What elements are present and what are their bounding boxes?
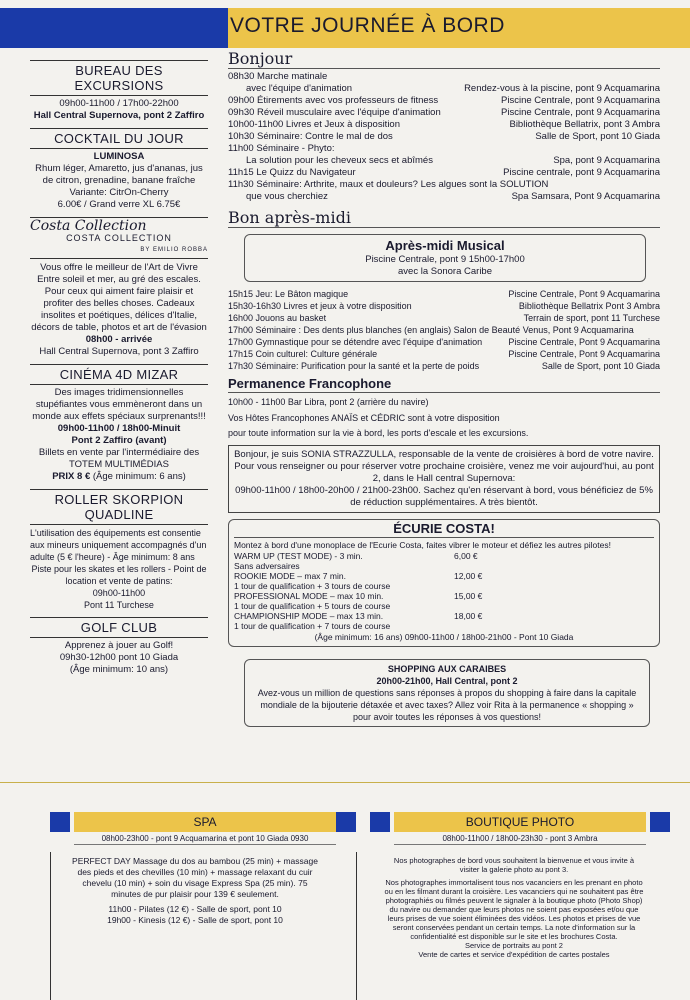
apres-item-location: Piscine Centrale, Pont 9 Acquamarina: [508, 289, 660, 299]
apres-item: [228, 360, 660, 372]
photo-blue-square: [370, 812, 390, 832]
golf-desc: Apprenez à jouer au Golf!: [64, 640, 174, 651]
costa-desc: Vous offre le meilleur de l'Art de Vivre Entre soleil et mer, au gré des escales. Pour ceux qui aiment faire plaisir et profiter des belles choses. Cadeaux insolites et poétiques, délices d'Italie, décors de table, photos et art de l'évasion: [31, 262, 207, 333]
cinema-tickets: Billets en vente par l'intermédiaire des TOTEM MULTIMÉDIAS: [38, 447, 200, 470]
cinema-age: (Âge minimum: 6 ans): [92, 471, 186, 482]
ecurie-mode-price: 18,00 €: [454, 611, 483, 621]
apres-item-activity: 17h30 Séminaire: Purification pour la santé et la perte de poids: [228, 361, 480, 371]
photo-title: BOUTIQUE PHOTO: [394, 812, 646, 832]
spa-blue-square: [50, 812, 70, 832]
bonjour-item: [228, 119, 660, 131]
apres-item: [228, 348, 660, 360]
header-blue-band: [0, 8, 228, 48]
photo-desc2: Nos photographes immortalisent tous nos vacanciers en les prenant en photo ou en les filmant durant la croisière. Les vacanciers qui ne souhaitent pas être photographiés ou filmés peuvent le signaler à la boutique photo (Photo Shop) du navire ou demander que leurs photos ne soient pas exposées et/ou que leurs prises de vue soient éliminées des vidéos. Les photos et prises de vue seront conservées pendant un certain temps. La note d'information sur la confidentialité est disponible sur le site et les brochures Costa.: [384, 878, 644, 941]
sonia-box: [228, 445, 660, 513]
francophone-heading: Permanence Francophone: [228, 376, 660, 393]
spa-line2: 19h00 - Kinesis (12 €) - Salle de sport, pont 10: [107, 915, 283, 925]
shopping-box: [244, 659, 650, 727]
section-divider: [0, 782, 690, 783]
bonjour-item-location: Bibliothèque Bellatrix, pont 3 Ambra: [509, 119, 660, 130]
page-title: VOTRE JOURNÉE À BORD: [230, 14, 505, 37]
bonjour-list: [228, 71, 660, 203]
bonjour-item-activity: que vous cherchiez: [246, 191, 328, 202]
spa-desc: PERFECT DAY Massage du dos au bambou (25 min) + massage des pieds et des chevilles (10 min) + massage relaxant du cuir chevelu (10 min) + soin du visage Express Spa (25 min). 75 minutes de pur plaisir pour 139 € seulement.: [72, 856, 318, 899]
bonjour-item-activity: 09h00 Étirements avec vos professeurs de fitness: [228, 95, 439, 106]
cocktail-title: COCKTAIL DU JOUR: [30, 128, 208, 149]
apres-item-location: Piscine Centrale, Pont 9 Acquamarina: [508, 337, 660, 347]
bonjour-item-activity: 10h00-11h00 Livres et Jeux à disposition: [228, 119, 400, 130]
ecurie-mode-detail: 1 tour de qualification + 7 tours de course: [234, 621, 391, 631]
apres-item-activity: 15h15 Jeu: Le Bâton magique: [228, 289, 349, 299]
costa-collection-logo-text: COSTA COLLECTION: [66, 233, 172, 243]
photo-blue-square-right: [650, 812, 670, 832]
golf-hours: 09h30-12h00 pont 10 Giada: [59, 652, 179, 663]
ecurie-mode-price: 12,00 €: [454, 571, 483, 581]
ecurie-mode-price: 15,00 €: [454, 591, 483, 601]
bonjour-item: [228, 179, 660, 191]
bonjour-item-activity: 11h15 Le Quizz du Navigateur: [228, 167, 356, 178]
ecurie-mode: [234, 591, 454, 611]
shopping-hours: 20h00-21h00, Hall Central, pont 2: [376, 676, 518, 686]
spa-title: SPA: [74, 812, 336, 832]
apres-list: [228, 288, 660, 372]
costa-hours: 08h00 - arrivée: [85, 334, 153, 345]
spa-line1: 11h00 - Pilates (12 €) - Salle de sport, pont 10: [108, 904, 282, 914]
roller-desc: L'utilisation des équipements est consentie aux mineurs uniquement accompagnés d'un adulte (5 € l'heure) - Âge minimum: 8 ans: [30, 528, 207, 562]
ecurie-mode-name: WARM UP (TEST MODE) - 3 min.: [234, 551, 363, 561]
spa-blue-square-right: [336, 812, 356, 832]
apres-item: [228, 312, 660, 324]
bonjour-item-activity: avec l'équipe d'animation: [246, 83, 353, 94]
ecurie-mode: [234, 551, 454, 571]
photo-sub: 08h00-11h00 / 18h00-23h30 - pont 3 Ambra: [394, 834, 646, 845]
bonjour-item-location: Salle de Sport, pont 10 Giada: [535, 131, 660, 142]
apres-item-location: Piscine Centrale, Pont 9 Acquamarina: [508, 349, 660, 359]
musical-line1: Piscine Centrale, pont 9 15h00-17h00: [365, 254, 525, 265]
bonjour-item-activity: 11h00 Séminaire - Phyto:: [228, 143, 335, 154]
bonjour-item-activity: 10h30 Séminaire: Contre le mal de dos: [228, 131, 393, 142]
bonjour-heading: Bonjour: [228, 50, 660, 69]
bonjour-item-location: Piscine Centrale, pont 9 Acquamarina: [501, 107, 660, 118]
apres-item-location: Terrain de sport, pont 11 Turchese: [523, 313, 660, 323]
bonjour-item: [228, 83, 660, 95]
cinema-section: [30, 364, 208, 483]
bonjour-item-location: Spa, pont 9 Acquamarina: [553, 155, 660, 166]
bonjour-item: [228, 191, 660, 203]
cinema-title: CINÉMA 4D MIZAR: [30, 364, 208, 385]
main-program: [228, 50, 660, 727]
ecurie-box: [228, 519, 660, 647]
apres-item-location: Bibliothèque Bellatrix Pont 3 Ambra: [518, 301, 660, 311]
spa-left-rule: [50, 852, 51, 1000]
sonia-text1: Bonjour, je suis SONIA STRAZZULLA, responsable de la vente de croisières à bord de votre navire. Pour vous renseigner ou pour réserver votre prochaine croisière, venez me voir aujourd'hui, au pont 2, dans le Hall central Supernova:: [234, 449, 654, 484]
ecurie-mode-name: ROOKIE MODE – max 7 min.: [234, 571, 346, 581]
cocktail-price: 6.00€ / Grand verre XL 6.75€: [57, 199, 181, 210]
francophone-line1: 10h00 - 11h00 Bar Libra, pont 2 (arrière du navire): [228, 397, 429, 407]
bonjour-item: [228, 71, 660, 83]
golf-section: [30, 617, 208, 676]
musical-title: Après-midi Musical: [385, 238, 505, 253]
apres-item-activity: 17h15 Coin culturel: Culture générale: [228, 349, 378, 359]
spa-body: [70, 856, 320, 926]
ecurie-footer: (Âge minimum: 16 ans) 09h00-11h00 / 18h00-21h00 - Pont 10 Giada: [314, 632, 574, 642]
photo-desc1: Nos photographes de bord vous souhaitent la bienvenue et vous invite à visiter la galerie photo au pont 3.: [393, 856, 635, 874]
cocktail-name: LUMINOSA: [93, 151, 145, 162]
ecurie-mode: [234, 571, 454, 591]
bonjour-item-location: Piscine centrale, pont 9 Acquamarina: [503, 167, 660, 178]
spa-sub: 08h00-23h00 - pont 9 Acquamarina et pont 10 Giada 0930: [74, 834, 336, 845]
sidebar: [30, 60, 208, 682]
cinema-desc: Des images tridimensionnelles stupéfiantes vous emmèneront dans un monde aux effets spéciaux surprenants!!!: [32, 387, 206, 422]
apres-item-activity: 17h00 Séminaire : Des dents plus blanches (en anglais) Salon de Beauté Venus, Pont 9 Acquamarina: [228, 325, 634, 335]
photo-line2: Vente de cartes et service d'expédition de cartes postales: [418, 950, 610, 959]
photo-body: [384, 856, 644, 959]
roller-hours: 09h00-11h00: [92, 588, 146, 598]
cocktail-section: [30, 128, 208, 211]
ecurie-mode-price: 6,00 €: [454, 551, 478, 561]
bonjour-item: [228, 143, 660, 155]
bureau-section: [30, 60, 208, 122]
bureau-hours: 09h00-11h00 / 17h00-22h00: [59, 98, 179, 109]
bureau-place: Hall Central Supernova, pont 2 Zaffiro: [33, 110, 205, 121]
ecurie-title: ÉCURIE COSTA!: [234, 523, 654, 538]
musical-line2: avec la Sonora Caribe: [398, 266, 492, 277]
roller-desc2: Piste pour les skates et les rollers - Point de location et vente de patins:: [31, 564, 207, 586]
apres-heading: Bon après-midi: [228, 209, 660, 228]
photo-section: [370, 812, 670, 1000]
golf-title: GOLF CLUB: [30, 617, 208, 638]
costa-collection-logo-by: BY EMILIO ROBBA: [140, 247, 208, 253]
apres-item-activity: 15h30-16h30 Livres et jeux à votre disposition: [228, 301, 412, 311]
ecurie-mode-detail: Sans adversaires: [234, 561, 300, 571]
sonia-text2: 09h00-11h00 / 18h00-20h00 / 21h00-23h00. Sachez qu'en réservant à bord, vous bénéficiez de 5% de réduction supplémentaires. A très bientôt.: [235, 485, 653, 508]
bonjour-item-location: Piscine Centrale, pont 9 Acquamarina: [501, 95, 660, 106]
costa-collection-section: [30, 217, 208, 358]
ecurie-mode: [234, 611, 454, 631]
cinema-place: Pont 2 Zaffiro (avant): [71, 435, 167, 446]
ecurie-mode-detail: 1 tour de qualification + 3 tours de course: [234, 581, 391, 591]
bonjour-item-location: Spa Samsara, Pont 9 Acquamarina: [511, 191, 660, 202]
cocktail-desc: Rhum léger, Amaretto, jus d'ananas, jus de citron, grenadine, banane fraîche: [35, 163, 203, 186]
bonjour-item: [228, 95, 660, 107]
photo-line1: Service de portraits au pont 2: [465, 941, 563, 950]
shopping-title: SHOPPING AUX CARAIBES: [387, 664, 507, 674]
cinema-price: PRIX 8 €: [52, 471, 91, 482]
apres-item: [228, 324, 660, 336]
apres-item: [228, 288, 660, 300]
francophone-line2: Vos Hôtes Francophones ANAÏS et CÉDRIC sont à votre disposition: [228, 413, 500, 423]
apres-item: [228, 300, 660, 312]
francophone-line3: pour toute information sur la vie à bord, les ports d'escale et les excursions.: [228, 428, 529, 438]
bonjour-item: [228, 167, 660, 179]
roller-title: ROLLER SKORPION QUADLINE: [30, 489, 208, 525]
bureau-title: BUREAU DES EXCURSIONS: [30, 60, 208, 96]
costa-collection-logo: [30, 217, 208, 259]
roller-place: Pont 11 Turchese: [84, 600, 154, 610]
photo-left-rule: [356, 852, 357, 1000]
musical-box: [244, 234, 646, 282]
bonjour-item-activity: 11h30 Séminaire: Arthrite, maux et douleurs? Les algues sont la SOLUTION: [228, 179, 549, 190]
ecurie-mode-name: PROFESSIONAL MODE – max 10 min.: [234, 591, 384, 601]
ecurie-intro: Montez à bord d'une monoplace de l'Ecurie Costa, faites vibrer le moteur et défiez les autres pilotes!: [234, 540, 611, 550]
ecurie-mode-detail: 1 tour de qualification + 5 tours de course: [234, 601, 391, 611]
bonjour-item-location: Rendez-vous à la piscine, pont 9 Acquamarina: [464, 83, 660, 94]
ecurie-modes: [234, 551, 654, 631]
apres-item-activity: 17h00 Gymnastique pour se détendre avec l'équipe d'animation: [228, 337, 483, 347]
bonjour-item: [228, 131, 660, 143]
bonjour-item-activity: 09h30 Réveil musculaire avec l'équipe d'animation: [228, 107, 441, 118]
cocktail-variant: Variante: CitrOn-Cherry: [69, 187, 169, 198]
costa-place: Hall Central Supernova, pont 3 Zaffiro: [39, 346, 199, 357]
ecurie-mode-name: CHAMPIONSHIP MODE – max 13 min.: [234, 611, 384, 621]
cinema-hours: 09h00-11h00 / 18h00-Minuit: [57, 423, 181, 434]
golf-age: (Âge minimum: 10 ans): [69, 664, 169, 675]
bonjour-item: [228, 155, 660, 167]
spa-section: [50, 812, 356, 1000]
bonjour-item-activity: La solution pour les cheveux secs et abîmés: [246, 155, 433, 166]
apres-item-activity: 16h00 Jouons au basket: [228, 313, 327, 323]
bonjour-item-activity: 08h30 Marche matinale: [228, 71, 328, 82]
bonjour-item: [228, 107, 660, 119]
apres-item-location: Salle de Sport, pont 10 Giada: [541, 361, 660, 371]
apres-item: [228, 336, 660, 348]
costa-collection-signature: Costa Collection: [30, 218, 147, 234]
shopping-desc: Avez-vous un million de questions sans réponses à propos du shopping à faire dans la capitale mondiale de la bijouterie détaxée et avec taxes? Allez voir Rita à la permanence « shopping » pour avoir toutes les réponses à vos questions!: [257, 688, 637, 722]
roller-section: [30, 489, 208, 611]
